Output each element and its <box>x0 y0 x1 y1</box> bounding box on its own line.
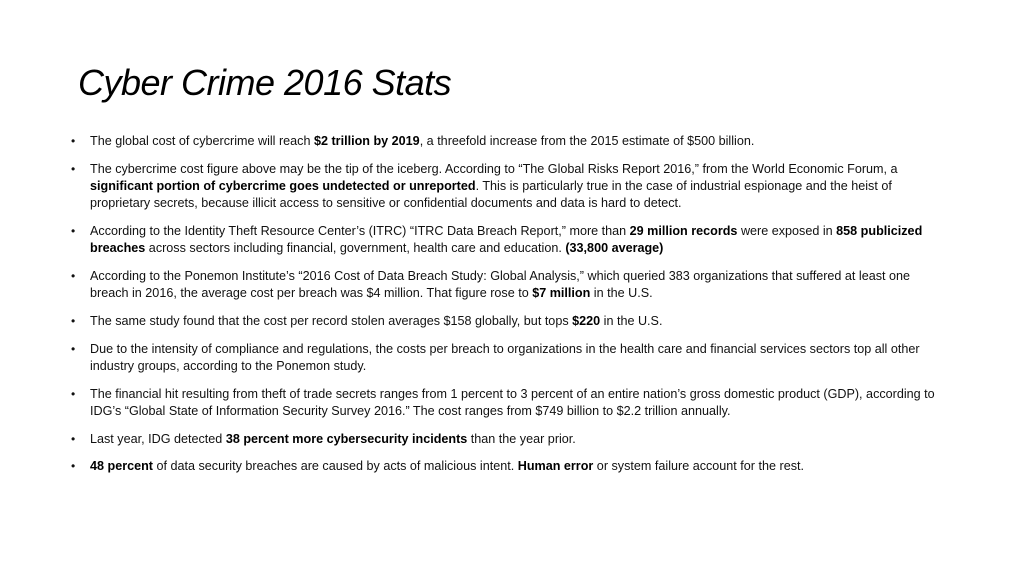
bullet-text-segment: across sectors including financial, government, health care and education. <box>145 241 566 256</box>
bullet-point-icon: • <box>71 314 76 328</box>
bullet-text-bold: 38 percent more cybersecurity incidents <box>225 431 468 446</box>
bullet-text-bold: $7 million <box>532 286 591 301</box>
bullet-text-segment: or system failure account for the rest. <box>593 459 804 474</box>
bullet-text-bold: (33,800 average) <box>565 241 664 256</box>
bullet-point-icon: • <box>71 386 76 401</box>
bullet-point-icon: • <box>71 459 76 474</box>
bullet-text-segment: According to the Identity Theft Resource Center’s (ITRC) “ITRC Data Breach Report,” more than <box>90 224 630 238</box>
bullet-text-segment: The same study found that the cost per record stolen averages $158 globally, but tops <box>90 314 573 328</box>
bullet-text-bold: 29 million records <box>629 224 738 238</box>
bullet-item <box>71 133 951 150</box>
bullet-point-icon: • <box>71 341 76 356</box>
bullet-text-bold: $220 <box>572 314 601 328</box>
bullet-text <box>90 459 804 473</box>
bullet-text-bold: $2 trillion by 2019 <box>313 134 420 148</box>
bullet-text-segment: The financial hit resulting from theft of trade secrets ranges from 1 percent to 3 percent of an entire nation’s gross domestic product (GDP), according to IDG’s “Global State of Information Security Survey 2016.” The cost ranges from $749 billion to $2.2 trillion annually. <box>90 386 935 418</box>
bullet-text <box>90 269 910 300</box>
bullet-text-segment: than the year prior. <box>467 431 576 446</box>
bullet-item <box>71 161 951 213</box>
bullet-text <box>90 224 922 255</box>
bullet-point-icon: • <box>71 269 76 283</box>
bullet-text-segment: Last year, IDG detected <box>90 431 226 446</box>
bullet-item <box>71 341 951 376</box>
bullet-text <box>90 342 920 373</box>
bullet-point-icon: • <box>71 134 76 148</box>
bullet-text-segment: , a threefold increase from the 2015 estimate of $500 billion. <box>419 134 755 148</box>
bullet-text-segment: . This is particularly true in the case of industrial espionage and the heist of proprietary secrets, because illicit access to sensitive or confidential documents and data is hard to detect. <box>90 179 892 211</box>
bullet-item <box>71 268 951 303</box>
bullet-text <box>90 162 898 211</box>
bullet-text <box>90 387 935 418</box>
bullet-text <box>90 134 754 148</box>
bullet-text-bold: Human error <box>517 459 594 474</box>
bullet-item <box>71 431 951 448</box>
bullet-text-segment: of data security breaches are caused by acts of malicious intent. <box>153 459 518 474</box>
bullet-point-icon: • <box>71 224 76 238</box>
bullet-point-icon: • <box>71 161 76 176</box>
bullet-list <box>71 133 951 486</box>
bullet-text-segment: in the U.S. <box>590 286 653 301</box>
bullet-text-segment: According to the Ponemon Institute’s “2016 Cost of Data Breach Study: Global Analysis,” which queried 383 organizations that suffered at least one breach in 2016, the average cost per breach was $4 million. That figure rose to <box>90 269 911 301</box>
bullet-item <box>71 223 951 258</box>
bullet-item <box>71 386 951 421</box>
bullet-text <box>90 432 576 446</box>
bullet-text-segment: The global cost of cybercrime will reach <box>90 134 314 148</box>
bullet-text <box>90 314 662 328</box>
bullet-text-segment: The cybercrime cost figure above may be the tip of the iceberg. According to “The Global Risks Report 2016,” from the World Economic Forum, a <box>90 161 898 176</box>
bullet-text-bold: significant portion of cybercrime goes undetected or unreported <box>90 179 476 193</box>
bullet-point-icon: • <box>71 431 76 446</box>
bullet-item <box>71 313 951 330</box>
bullet-item <box>71 458 951 475</box>
bullet-text-segment: Due to the intensity of compliance and regulations, the costs per breach to organizations in the health care and financial services sectors top all other industry groups, according to the Ponemon study. <box>90 341 920 373</box>
bullet-text-bold: 858 publicized breaches <box>90 224 923 256</box>
bullet-text-segment: in the U.S. <box>600 314 663 328</box>
bullet-text-segment: were exposed in <box>737 224 837 238</box>
slide-title: Cyber Crime 2016 Stats <box>78 62 452 103</box>
bullet-text-bold: 48 percent <box>90 459 153 474</box>
